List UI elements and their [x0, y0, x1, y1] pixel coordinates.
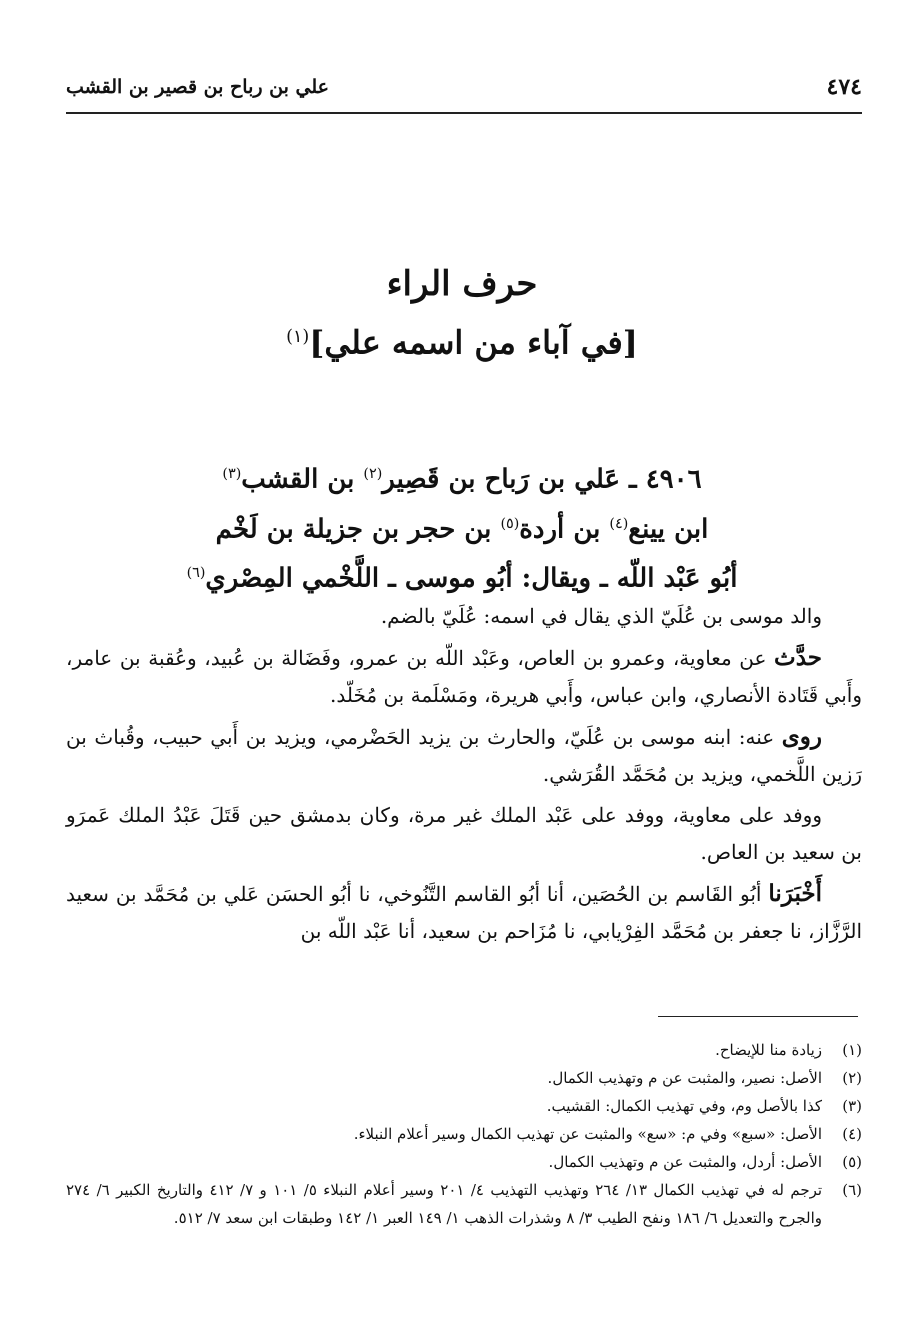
footnote-item: [66, 1036, 862, 1064]
paragraph-intro: والد موسى بن عُلَيّ الذي يقال في اسمه: عُلَيّ بالضم.: [380, 604, 822, 628]
entry-lineage-end: بن حجر بن جزيلة بن لَخْم: [215, 514, 501, 545]
running-header: [66, 72, 862, 114]
entry-heading-line-3: [0, 551, 924, 601]
footnote-ref-1[interactable]: (١): [286, 327, 310, 347]
keyword-akhbarana: أَخْبَرَنا: [768, 880, 822, 907]
footnote-item: [66, 1064, 862, 1092]
footnote-item: [66, 1176, 862, 1232]
paragraph-delegation: ووفد على معاوية، ووفد على عَبْد الملك غير مرة، وكان بدمشق حين قَتَلَ عَبْدُ الملك عَمرَو بن سعيد بن العاص.: [66, 803, 862, 864]
entry-name: ٤٩٠٦ ـ عَلي بن رَباح بن قَصِير: [382, 464, 702, 495]
entry-lineage: ابن يينع: [628, 514, 709, 545]
footnote-number: (٢): [842, 1069, 862, 1087]
footnote-item: [66, 1092, 862, 1120]
footnotes: [66, 1036, 862, 1232]
paragraph-narrated-from: [66, 639, 862, 714]
entry-heading: [0, 452, 924, 601]
footnote-text: الأصل: نصير، والمثبت عن م وتهذيب الكمال.: [547, 1069, 822, 1087]
paragraph-narrators: [66, 718, 862, 793]
footnote-item: [66, 1120, 862, 1148]
entry-heading-line-1: [0, 452, 924, 502]
footnote-divider: [658, 1016, 858, 1017]
footnote-text: الأصل: «سبع» وفي م: «سع» والمثبت عن تهذيب الكمال وسير أعلام النبلاء.: [353, 1125, 822, 1143]
footnote-ref-2[interactable]: (٢): [363, 466, 383, 482]
entry-name-cont: بن القشب: [241, 464, 364, 495]
footnote-number: (٣): [842, 1097, 862, 1115]
footnote-ref-3[interactable]: (٣): [222, 466, 242, 482]
entry-lineage-cont: بن أردة: [519, 514, 610, 545]
paragraph-narrators-text: عنه: ابنه موسى بن عُلَيّ، والحارث بن يزيد الحَضْرمي، ويزيد بن أَبي حبيب، وقُباث بن رَزين اللَّخمي، ويزيد بن مُحَمَّد القُرَشي.: [66, 725, 862, 786]
entry-heading-line-2: [0, 502, 924, 552]
paragraph-isnad-text: أبُو القَاسم بن الحُصَين، أنا أبُو القاسم التَّنُوخي، نا أبُو الحسَن عَلي بن مُحَمَّد بن سعيد الرَّزَّاز، نا جعفر بن مُحَمَّد الفِرْيابي، نا مُزَاحم بن سعيد، أنا عَبْد اللّه بن: [66, 882, 862, 943]
entry-kunya: أبُو عَبْد اللّه ـ ويقال: أبُو موسى ـ اللَّخْمي المِصْري: [205, 563, 738, 594]
footnote-item: [66, 1148, 862, 1176]
footnote-ref-4[interactable]: (٤): [609, 515, 629, 532]
page-number: ٤٧٤: [826, 74, 862, 100]
footnote-ref-5[interactable]: (٥): [500, 515, 520, 532]
running-title: علي بن رباح بن قصير بن القشب: [66, 76, 329, 98]
chapter-heading: [0, 258, 924, 370]
paragraph-narrated-from-text: عن معاوية، وعمرو بن العاص، وعَبْد اللّه بن عمرو، وفَضَالة بن عُبيد، وعُقبة بن عامر، وأَبي قَتَادة الأنصاري، وابن عباس، وأَبي هريرة، ومَسْلَمة بن مُخَلّد.: [66, 646, 862, 707]
footnote-text: ترجم له في تهذيب الكمال ١٣/ ٢٦٤ وتهذيب التهذيب ٤/ ٢٠١ وسير أعلام النبلاء ٥/ ١٠١ و ٧/ ٤١٢ والتاريخ الكبير ٦/ ٢٧٤ والجرح والتعديل ٦/ ١٨٦ ونفح الطيب ٣/ ٨ وشذرات الذهب ١/ ١٤٩ العبر ١/ ١٤٢ وطبقات ابن سعد ٧/ ٥١٢.: [66, 1181, 823, 1227]
footnote-text: كذا بالأصل وم، وفي تهذيب الكمال: القشيب.: [546, 1097, 822, 1115]
body-text: [66, 598, 862, 954]
footnote-number: (٤): [842, 1125, 862, 1143]
footnote-text: زيادة منا للإيضاح.: [715, 1041, 822, 1059]
footnote-text: الأصل: أردل، والمثبت عن م وتهذيب الكمال.: [548, 1153, 822, 1171]
keyword-haddath: حدَّث: [774, 644, 822, 671]
footnote-number: (٦): [842, 1181, 862, 1199]
footnote-ref-6[interactable]: (٦): [186, 565, 206, 582]
footnote-number: (٥): [842, 1153, 862, 1171]
paragraph-isnad: [66, 875, 862, 950]
keyword-rawa: روى: [781, 723, 822, 750]
chapter-subtitle: [0, 310, 924, 370]
chapter-title: حرف الراء: [386, 264, 538, 304]
chapter-subtitle-text: [في آباء من اسمه علي]: [309, 323, 638, 362]
footnote-number: (١): [842, 1041, 862, 1059]
